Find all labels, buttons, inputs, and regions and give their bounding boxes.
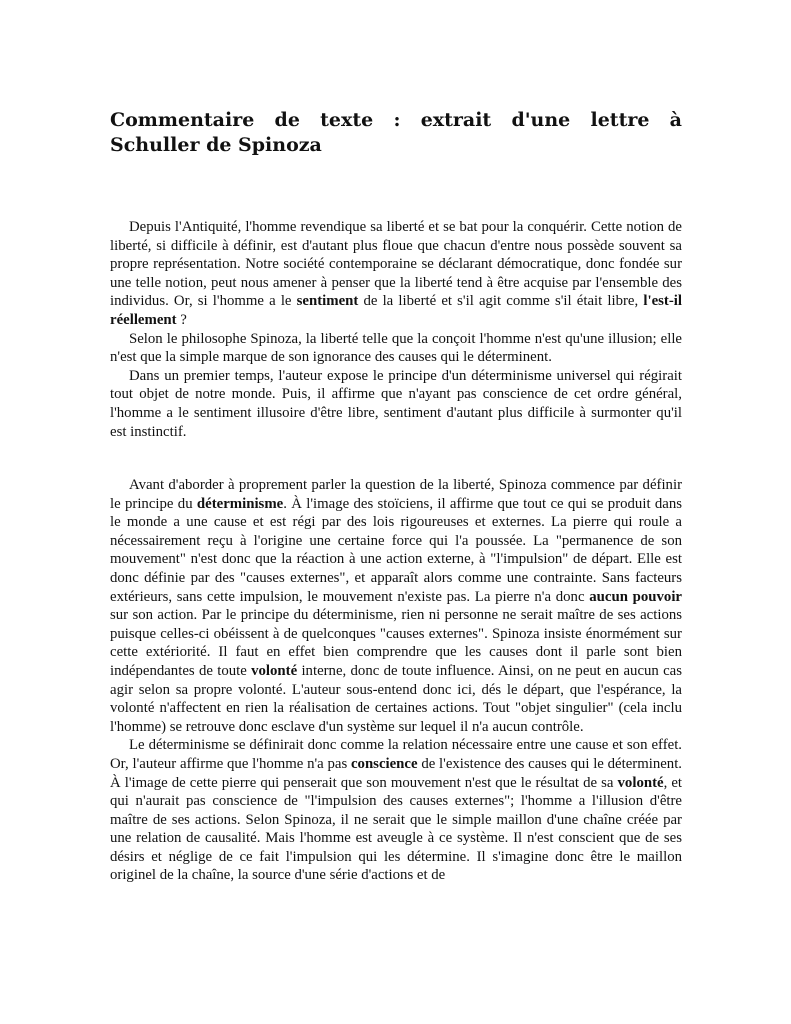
bold-text: l'est-il réellement xyxy=(110,293,682,328)
paragraph xyxy=(110,218,682,330)
bold-text: aucun pouvoir xyxy=(589,588,682,605)
bold-text: volonté xyxy=(251,662,298,679)
text-run: sur son action. Par le principe du déterminisme, rien ni personne ne serait maître de ses actions puisque celles-ci obéissent à de quelconques "causes externes". Spinoza insiste énormément sur cette extériorité. Il faut en effet bien comprendre que les causes dont il parle sont bien indépendantes de toute xyxy=(110,607,682,679)
bold-text: volonté xyxy=(617,774,664,791)
bold-text: sentiment xyxy=(296,293,359,310)
text-run: , et qui n'aurait pas conscience de "l'impulsion des causes externes"; l'homme a l'illusion d'être maître de ses actions. Selon Spinoza, il ne serait que le simple maillon d'une chaîne créée par une relation de causalité. Mais l'homme est aveugle à ce système. Il n'est conscient que de ses désirs et néglige de ce fait l'impulsion qui les détermine. Il s'imagine donc être le maillon originel de la chaîne, la source d'une série d'actions et de xyxy=(110,774,683,884)
paragraph xyxy=(110,736,682,885)
bold-text: déterminisme xyxy=(196,495,284,512)
paragraph xyxy=(110,476,682,736)
text-run: Depuis l'Antiquité, l'homme revendique sa liberté et se bat pour la conquérir. Cette notion de liberté, si difficile à définir, est d'autant plus floue que chacun d'entre nous possède souvent sa propre représentation. Notre société contemporaine se déclarant démocratique, donc fondée sur une telle notion, peut nous amener à penser que la liberté tend à être acquise par l'ensemble des individus. Or, si l'homme a le xyxy=(110,219,682,310)
paragraph: Selon le philosophe Spinoza, la liberté telle que la conçoit l'homme n'est qu'une illusion; elle n'est que la simple marque de son ignorance des causes qui le déterminent. xyxy=(110,330,682,366)
document-title: Commentaire de texte : extrait d'une lettre à Schuller de Spinoza xyxy=(110,109,682,156)
text-run: de l'existence des causes qui le déterminent. À l'image de cette pierre qui penserait que son mouvement n'est que le résultat de sa xyxy=(110,755,683,791)
text-run: Avant d'aborder à proprement parler la question de la liberté, Spinoza commence par définir le principe du xyxy=(110,477,682,512)
text-run: Le déterminisme se définirait donc comme la relation nécessaire entre une cause et son effet. Or, l'auteur affirme que l'homme n'a pas xyxy=(110,737,682,772)
text-run: de la liberté et s'il agit comme s'il était libre, xyxy=(358,293,644,310)
text-run: . À l'image des stoïciens, il affirme que tout ce qui se produit dans le monde a une cause et est régi par des lois rigoureuses et externes. La pierre qui roule a nécessairement reçu à l'origine une certaine force qui l'a poussée. La "permanence de son mouvement" n'est donc que la réaction à une action externe, à "l'impulsion" de départ. Elle est donc définie par des "causes externes", et apparaît alors comme une contrainte. Sans facteurs extérieurs, sans cette impulsion, le mouvement n'existe pas. La pierre n'a donc xyxy=(110,495,682,605)
paragraph: Dans un premier temps, l'auteur expose le principe d'un déterminisme universel qui régirait tout objet de notre monde. Puis, il affirme que n'ayant pas conscience de cet ordre général, l'homme a le sentiment illusoire d'être libre, sentiment d'autant plus difficile à surmonter qu'il est instinctif. xyxy=(110,367,682,440)
development-section xyxy=(110,476,682,885)
bold-text: conscience xyxy=(350,755,418,772)
text-run: interne, donc de toute influence. Ainsi, on ne peut en aucun cas agir selon sa propre volonté. L'auteur sous-entend donc ici, dés le départ, que l'espérance, la volonté n'affectent en rien la réalisation de certaines actions. Tout "objet singulier" (cela inclu l'homme) se retrouve donc esclave d'un système sur lequel il n'a aucun contrôle. xyxy=(110,662,682,735)
text-run: ? xyxy=(176,311,187,328)
introduction-section xyxy=(110,218,682,441)
